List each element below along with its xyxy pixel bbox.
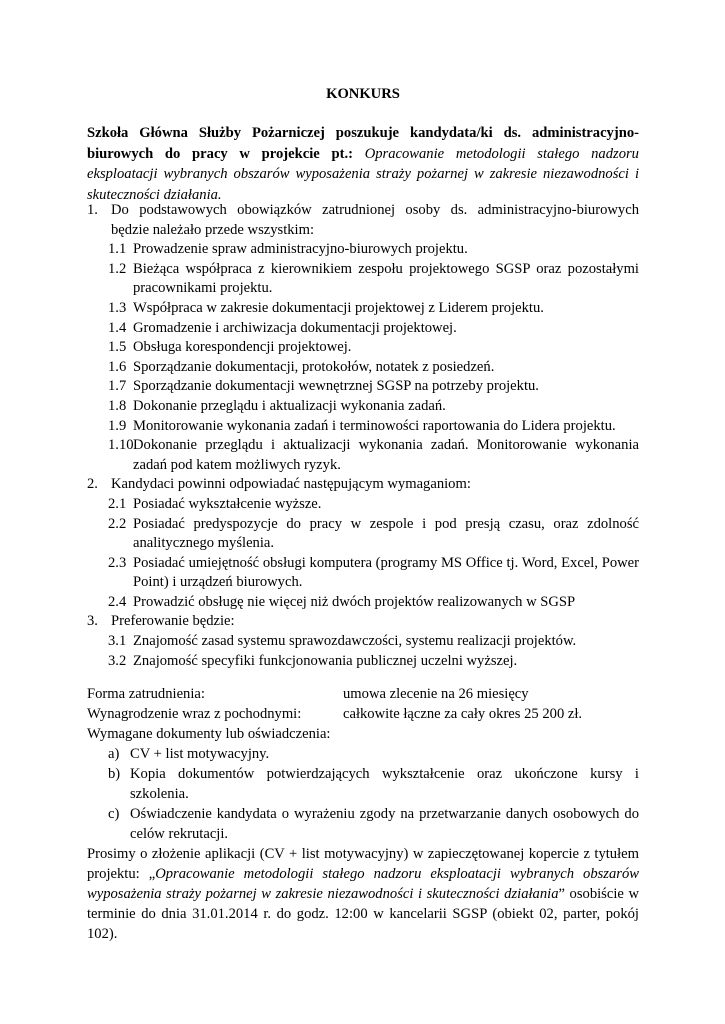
item-number: 3.2 [108, 652, 127, 669]
item-number: 1.9 [108, 417, 127, 434]
list-item [87, 240, 639, 260]
item-text: Gromadzenie i archiwizacja dokumentacji projektowej. [133, 319, 457, 336]
salary-label: Wynagrodzenie wraz z pochodnymi: [87, 706, 302, 722]
list-item [87, 299, 639, 319]
item-number: 1.8 [108, 397, 127, 414]
item-text: Sporządzanie dokumentacji, protokołów, notatek z posiedzeń. [133, 358, 495, 375]
item-number: 2.2 [108, 515, 127, 532]
item-number: 1.5 [108, 339, 127, 356]
intro-paragraph [87, 123, 639, 205]
closing-paragraph [87, 844, 639, 944]
item-number: c) [108, 806, 120, 822]
document-item [87, 804, 639, 844]
item-text: Monitorowanie wykonania zadań i terminowości raportowania do Lidera projektu. [133, 417, 616, 434]
item-text: Bieżąca współpraca z kierownikiem zespołu projektowego SGSP oraz pozostałymi pracownikami projektu. [133, 260, 639, 297]
list-item [87, 652, 639, 672]
salary-row [87, 704, 639, 724]
intro-project-title: Opracowanie metodologii stałego nadzoru eksploatacji wybranych obszarów wyposażenia straży pożarnej w zakresie niezawodności i skuteczności działania. [87, 145, 639, 203]
document-item [87, 764, 639, 804]
section-number: 1. [87, 202, 98, 218]
requirements-list [87, 201, 639, 671]
item-number: 1.10 [108, 437, 134, 454]
item-text: Obsługa korespondencji projektowej. [133, 339, 352, 356]
list-item [87, 397, 639, 417]
item-number: 1.4 [108, 319, 127, 336]
item-number: 1.3 [108, 299, 127, 316]
section-text: Kandydaci powinni odpowiadać następującym wymaganiom: [111, 476, 471, 493]
list-item [87, 417, 639, 437]
salary-value: całkowite łączne za cały okres 25 200 zł. [343, 706, 583, 722]
item-number: 1.1 [108, 241, 127, 258]
section-text: Preferowanie będzie: [111, 613, 235, 630]
closing-project-title: Opracowanie metodologii stałego nadzoru eksploatacji wybranych obszarów wyposażenia straży pożarnej w zakresie niezawodności i skuteczności działania [87, 866, 639, 902]
document-item [87, 744, 639, 764]
section-3 [87, 612, 639, 632]
item-number: b) [108, 766, 121, 782]
section-number: 2. [87, 476, 98, 493]
item-text: CV + list motywacyjny. [130, 746, 270, 762]
section-text: Do podstawowych obowiązków zatrudnionej osoby ds. administracyjno-biurowych będzie należało przede wszystkim: [111, 202, 639, 238]
list-item [87, 515, 639, 554]
list-item [87, 260, 639, 299]
item-text: Kopia dokumentów potwierdzających wykształcenie oraz ukończone kursy i szkolenia. [130, 766, 639, 802]
item-text: Prowadzić obsługę nie więcej niż dwóch projektów realizowanych w SGSP [133, 593, 576, 610]
item-number: 1.7 [108, 378, 127, 395]
item-text: Współpraca w zakresie dokumentacji projektowej z Liderem projektu. [133, 299, 544, 316]
closing-text-start: Prosimy o złożenie aplikacji (CV + list motywacyjny) w zapieczętowanej kopercie z tytułem projektu: „ [87, 846, 639, 882]
employment-row [87, 684, 639, 704]
item-text: Posiadać predyspozycje do pracy w zespole i pod presją czasu, oraz zdolność analitycznego myślenia. [133, 515, 639, 552]
item-text: Posiadać umiejętność obsługi komputera (programy MS Office tj. Word, Excel, Power Point) i urządzeń biurowych. [133, 554, 639, 591]
list-item [87, 377, 639, 397]
item-text: Sporządzanie dokumentacji wewnętrznej SGSP na potrzeby projektu. [133, 378, 539, 395]
offer-details [87, 684, 639, 944]
item-text: Oświadczenie kandydata o wyrażeniu zgody na przetwarzanie danych osobowych do celów rekrutacji. [130, 806, 639, 842]
list-item [87, 319, 639, 339]
item-text: Posiadać wykształcenie wyższe. [133, 495, 322, 512]
item-number: 1.2 [108, 260, 127, 277]
list-item [87, 632, 639, 652]
item-text: Prowadzenie spraw administracyjno-biurowych projektu. [133, 241, 468, 258]
page-title: KONKURS [326, 86, 400, 102]
item-number: 2.1 [108, 495, 127, 512]
section-1 [87, 201, 639, 240]
list-item [87, 554, 639, 593]
item-text: Znajomość specyfiki funkcjonowania publicznej uczelni wyższej. [133, 652, 518, 669]
item-number: a) [108, 746, 120, 762]
item-text: Dokonanie przeglądu i aktualizacji wykonania zadań. [133, 397, 446, 414]
list-item [87, 593, 639, 613]
item-number: 1.6 [108, 358, 127, 375]
item-number: 2.3 [108, 554, 127, 571]
employment-label: Forma zatrudnienia: [87, 686, 205, 702]
closing-text-end: ” osobiście w terminie do dnia 31.01.2014 r. do godz. 12:00 w kancelarii SGSP (obiekt 02, parter, pokój 102). [87, 886, 639, 942]
list-item [87, 495, 639, 515]
item-number: 2.4 [108, 593, 127, 610]
intro-bold-text: Szkoła Główna Służby Pożarniczej poszukuje kandydata/ki ds. administracyjno-biurowych do pracy w projekcie pt.: [87, 125, 639, 162]
employment-value: umowa zlecenie na 26 miesięcy [343, 686, 529, 702]
item-text: Dokonanie przeglądu i aktualizacji wykonania zadań. Monitorowanie wykonania zadań pod katem możliwych ryzyk. [133, 437, 639, 473]
section-2 [87, 475, 639, 495]
documents-label: Wymagane dokumenty lub oświadczenia: [87, 726, 331, 742]
list-item [87, 358, 639, 378]
item-number: 3.1 [108, 633, 127, 650]
list-item [87, 338, 639, 358]
item-text: Znajomość zasad systemu sprawozdawczości, systemu realizacji projektów. [133, 633, 577, 650]
list-item [87, 436, 639, 475]
section-number: 3. [87, 613, 98, 630]
